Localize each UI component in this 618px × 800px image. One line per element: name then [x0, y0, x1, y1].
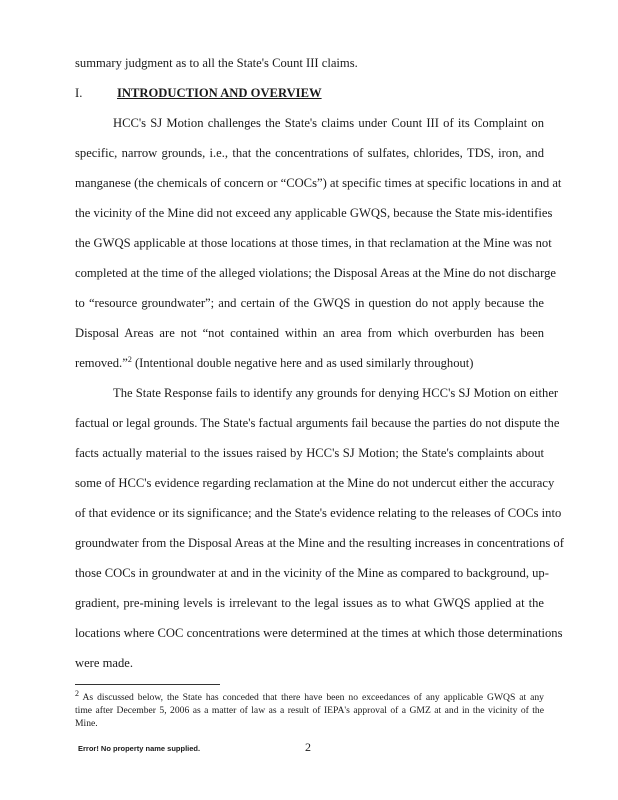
lead-line: summary judgment as to all the State's Count III claims.	[75, 56, 358, 70]
paragraph-1-line: Disposal Areas are not “not contained within an area from which overburden has been	[75, 326, 544, 340]
paragraph-1-line: to “resource groundwater”; and certain of the GWQS in question do not apply because the	[75, 296, 544, 310]
paragraph-1-note: (Intentional double negative here and as used similarly throughout)	[131, 356, 474, 370]
paragraph-1-last-line	[75, 356, 544, 371]
footnote-line: Mine.	[75, 718, 98, 729]
paragraph-1-line: HCC's SJ Motion challenges the State's claims under Count III of its Complaint on	[113, 116, 544, 130]
paragraph-2-line: of that evidence or its significance; and the State's evidence relating to the releases of COCs into	[75, 506, 562, 520]
page-number: 2	[305, 740, 311, 754]
paragraph-2-line: locations where COC concentrations were determined at the times at which those determinations	[75, 626, 563, 640]
footnote-line: $^2$ As discussed below, the State has conceded that there have been no exceedances of any applicable GWQS at any	[75, 688, 544, 703]
paragraph-2-line: The State Response fails to identify any grounds for denying HCC's SJ Motion on either	[113, 386, 559, 400]
paragraph-2-last-line: were made.	[75, 656, 134, 670]
paragraph-2-line: factual or legal grounds. The State's factual arguments fail because the parties do not dispute the	[75, 416, 560, 430]
paragraph-1-line: specific, narrow grounds, i.e., that the concentrations of sulfates, chlorides, TDS, iron, and	[75, 146, 544, 160]
paragraph-2-line: facts actually material to the issues raised by HCC's SJ Motion; the State's complaints about	[75, 446, 544, 460]
paragraph-1-line: the vicinity of the Mine did not exceed any applicable GWQS, because the State mis-identifies	[75, 206, 553, 220]
footnote-line: time after December 5, 2006 as a matter of law as a result of IEPA's approval of a GMZ at and in the vicinity of the	[75, 705, 544, 716]
paragraph-1-line: completed at the time of the alleged violations; the Disposal Areas at the Mine do not discharge	[75, 266, 557, 280]
footer-error-field: Error! No property name supplied.	[78, 744, 201, 753]
section-heading	[75, 86, 544, 101]
footnote-separator	[75, 684, 220, 685]
paragraph-2-line: groundwater from the Disposal Areas at the Mine and the resulting increases in concentrations of	[75, 536, 564, 550]
footnote-number: 2	[75, 688, 79, 698]
paragraph-2-line: gradient, pre-mining levels is irrelevant to the legal issues as to what GWQS applied at the	[75, 596, 544, 610]
section-title: INTRODUCTION AND OVERVIEW	[117, 86, 322, 100]
footnote-reference[interactable]: 2	[127, 354, 132, 364]
paragraph-2-line: those COCs in groundwater at and in the vicinity of the Mine as compared to background, up-	[75, 566, 549, 580]
paragraph-1-line: manganese (the chemicals of concern or “COCs”) at specific times at specific locations in and at	[75, 176, 562, 190]
paragraph-1-end: removed.”	[75, 356, 128, 370]
paragraph-2-line: some of HCC's evidence regarding reclamation at the Mine do not undercut either the accuracy	[75, 476, 555, 490]
section-number: I.	[75, 86, 83, 100]
paragraph-1-line: the GWQS applicable at those locations at those times, in that reclamation at the Mine was not	[75, 236, 552, 250]
